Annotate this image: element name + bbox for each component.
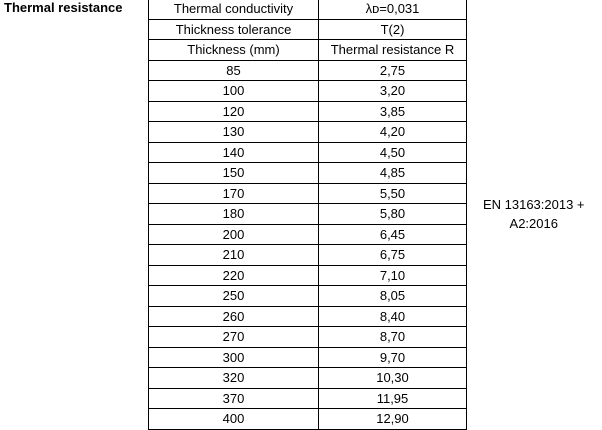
resistance-cell: 10,30 — [319, 368, 467, 389]
table-body — [149, 0, 601, 429]
resistance-cell: 3,20 — [319, 81, 467, 102]
resistance-cell: 5,80 — [319, 204, 467, 225]
header-label-cell: Thickness tolerance — [149, 19, 319, 40]
resistance-cell: 2,75 — [319, 60, 467, 81]
thickness-cell: 85 — [149, 60, 319, 81]
section-label: Thermal resistance — [4, 0, 123, 15]
resistance-cell: 5,50 — [319, 183, 467, 204]
thickness-cell: 400 — [149, 409, 319, 430]
resistance-cell: 4,50 — [319, 142, 467, 163]
column-header-resistance: Thermal resistance R — [319, 40, 467, 61]
thickness-cell: 150 — [149, 163, 319, 184]
header-label-cell: Thermal conductivity — [149, 0, 319, 19]
resistance-cell: 6,75 — [319, 245, 467, 266]
thickness-cell: 200 — [149, 224, 319, 245]
thermal-resistance-table — [148, 0, 601, 430]
resistance-cell: 4,20 — [319, 122, 467, 143]
resistance-cell: 4,85 — [319, 163, 467, 184]
thickness-cell: 100 — [149, 81, 319, 102]
thickness-cell: 320 — [149, 368, 319, 389]
thickness-cell: 250 — [149, 286, 319, 307]
thickness-cell: 170 — [149, 183, 319, 204]
thickness-cell: 260 — [149, 306, 319, 327]
thickness-cell: 220 — [149, 265, 319, 286]
header-value-cell: λᴅ=0,031 — [319, 0, 467, 19]
thickness-cell: 130 — [149, 122, 319, 143]
standard-line-2: A2:2016 — [509, 216, 558, 231]
resistance-cell: 8,05 — [319, 286, 467, 307]
thickness-cell: 370 — [149, 388, 319, 409]
thickness-cell: 270 — [149, 327, 319, 348]
thickness-cell: 180 — [149, 204, 319, 225]
thickness-cell: 210 — [149, 245, 319, 266]
resistance-cell: 12,90 — [319, 409, 467, 430]
standard-line-1: EN 13163:2013 + — [482, 197, 585, 212]
thickness-cell: 300 — [149, 347, 319, 368]
resistance-cell: 9,70 — [319, 347, 467, 368]
resistance-cell: 6,45 — [319, 224, 467, 245]
column-header-thickness: Thickness (mm) — [149, 40, 319, 61]
resistance-cell: 8,70 — [319, 327, 467, 348]
resistance-cell: 3,85 — [319, 101, 467, 122]
table-row — [149, 0, 601, 19]
resistance-cell: 11,95 — [319, 388, 467, 409]
header-value-cell: T(2) — [319, 19, 467, 40]
resistance-cell: 7,10 — [319, 265, 467, 286]
standard-cell — [467, 0, 601, 429]
thickness-cell: 140 — [149, 142, 319, 163]
resistance-cell: 8,40 — [319, 306, 467, 327]
thickness-cell: 120 — [149, 101, 319, 122]
